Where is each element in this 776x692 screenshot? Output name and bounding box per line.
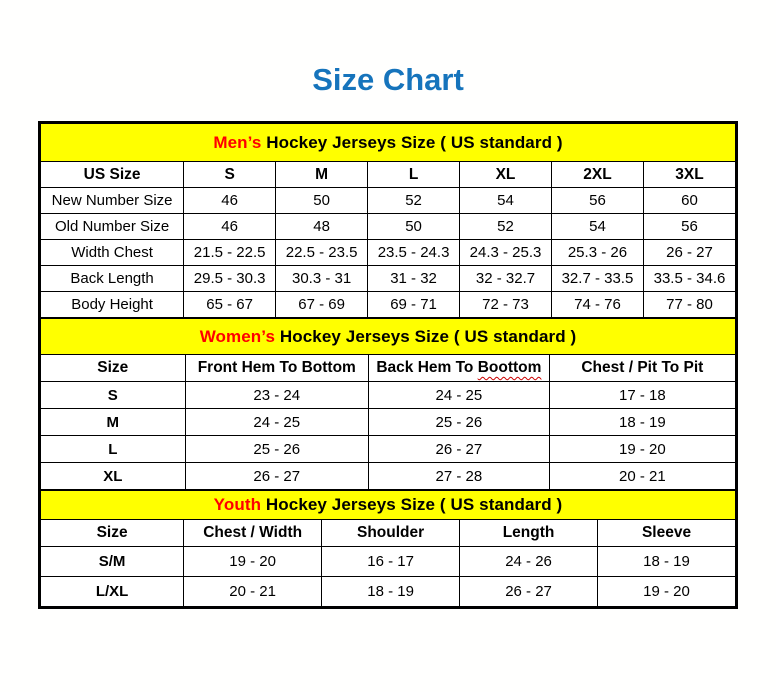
row-label: Body Height [41,292,184,318]
size-cell: 22.5 - 23.5 [276,240,368,266]
table-row [41,240,736,266]
size-cell: 20 - 21 [184,577,322,607]
size-cell: 74 - 76 [551,292,643,318]
column-header: Sleeve [598,520,736,547]
size-cell: 19 - 20 [184,547,322,577]
section-band-rest: Hockey Jerseys Size ( US standard ) [275,326,577,346]
size-cell: 54 [460,188,552,214]
size-cell: 23.5 - 24.3 [368,240,460,266]
size-cell: 56 [643,214,735,240]
size-cell: 32 - 32.7 [460,266,552,292]
size-cell: 16 - 17 [322,547,460,577]
section-band-highlight: Men’s [213,132,262,152]
size-cell: 30.3 - 31 [276,266,368,292]
misspelled-word-squiggle: Boottom [477,359,542,376]
size-cell: 24 - 25 [369,382,550,409]
table-row [41,214,736,240]
size-cell: 18 - 19 [322,577,460,607]
table-row [41,292,736,318]
size-cell: 24 - 25 [185,409,368,436]
size-cell: 17 - 18 [549,382,735,409]
row-label: L/XL [41,577,184,607]
row-label: S/M [41,547,184,577]
size-cell: 77 - 80 [643,292,735,318]
column-header [369,355,550,382]
header-row [41,355,736,382]
column-header: XL [460,162,552,188]
column-header: Size [41,520,184,547]
size-cell: 20 - 21 [549,463,735,490]
section-band-rest: Hockey Jerseys Size ( US standard ) [261,132,563,152]
size-cell: 29.5 - 30.3 [184,266,276,292]
size-cell: 25 - 26 [369,409,550,436]
column-header: 2XL [551,162,643,188]
row-label: New Number Size [41,188,184,214]
size-cell: 25 - 26 [185,436,368,463]
section-band-rest: Hockey Jerseys Size ( US standard ) [261,495,563,514]
table-row [41,577,736,607]
size-table-mens [40,123,736,318]
size-table-youth [40,490,736,607]
size-cell: 56 [551,188,643,214]
page-title: Size Chart [312,62,464,97]
column-header: Chest / Width [184,520,322,547]
column-header: Front Hem To Bottom [185,355,368,382]
size-cell: 65 - 67 [184,292,276,318]
column-header: US Size [41,162,184,188]
row-label: Old Number Size [41,214,184,240]
table-row [41,547,736,577]
row-label: L [41,436,186,463]
size-cell: 23 - 24 [185,382,368,409]
table-row [41,463,736,490]
size-cell: 50 [368,214,460,240]
size-cell: 32.7 - 33.5 [551,266,643,292]
size-tables [38,121,738,609]
column-header: Size [41,355,186,382]
column-header: S [184,162,276,188]
column-header: Length [460,520,598,547]
row-label: M [41,409,186,436]
section-band-highlight: Youth [213,495,262,514]
row-label: Width Chest [41,240,184,266]
size-cell: 67 - 69 [276,292,368,318]
size-cell: 60 [643,188,735,214]
column-header-text: Back Hem To [376,359,478,376]
size-cell: 24.3 - 25.3 [460,240,552,266]
section-band-womens [41,319,736,355]
size-cell: 46 [184,188,276,214]
row-label: S [41,382,186,409]
column-header: Shoulder [322,520,460,547]
size-cell: 69 - 71 [368,292,460,318]
size-cell: 50 [276,188,368,214]
column-header: 3XL [643,162,735,188]
section-band-title [41,319,736,355]
table-row [41,382,736,409]
table-row [41,188,736,214]
size-cell: 26 - 27 [460,577,598,607]
header-row [41,162,736,188]
size-cell: 19 - 20 [549,436,735,463]
size-cell: 26 - 27 [185,463,368,490]
size-cell: 21.5 - 22.5 [184,240,276,266]
size-cell: 46 [184,214,276,240]
size-cell: 19 - 20 [598,577,736,607]
row-label: Back Length [41,266,184,292]
row-label: XL [41,463,186,490]
section-band-title [41,124,736,162]
size-cell: 18 - 19 [549,409,735,436]
size-cell: 31 - 32 [368,266,460,292]
size-cell: 72 - 73 [460,292,552,318]
column-header: Chest / Pit To Pit [549,355,735,382]
size-cell: 26 - 27 [369,436,550,463]
section-band-youth [41,491,736,520]
size-table-womens [40,318,736,490]
table-row [41,436,736,463]
size-cell: 54 [551,214,643,240]
size-cell: 27 - 28 [369,463,550,490]
size-cell: 25.3 - 26 [551,240,643,266]
section-band-mens [41,124,736,162]
size-cell: 18 - 19 [598,547,736,577]
size-cell: 24 - 26 [460,547,598,577]
size-cell: 33.5 - 34.6 [643,266,735,292]
section-band-highlight: Women’s [199,326,276,346]
table-row [41,409,736,436]
column-header: L [368,162,460,188]
size-cell: 48 [276,214,368,240]
column-header: M [276,162,368,188]
table-row [41,266,736,292]
size-cell: 52 [368,188,460,214]
size-cell: 26 - 27 [643,240,735,266]
section-band-title [41,491,736,520]
size-cell: 52 [460,214,552,240]
header-row [41,520,736,547]
